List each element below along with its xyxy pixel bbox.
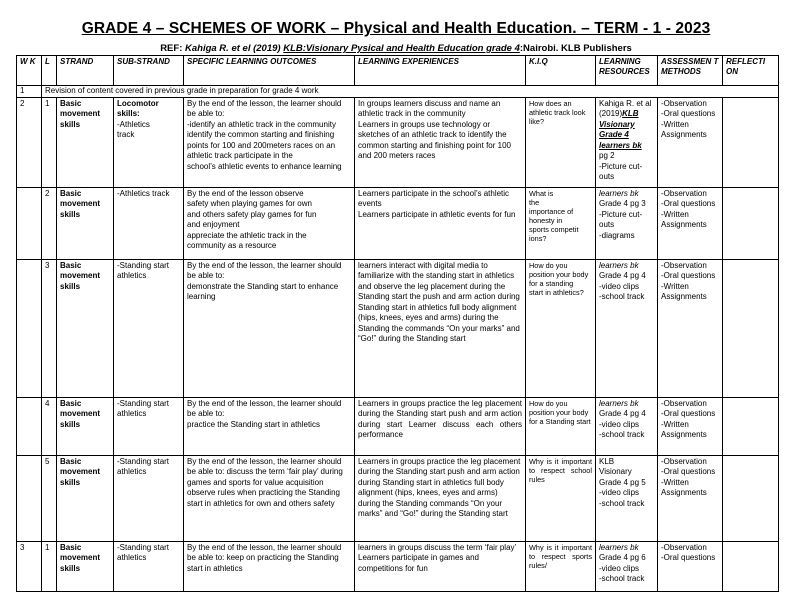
resources-book: KLB Visionary Grade 4 learners bk: [599, 109, 642, 150]
cell-outcomes: By the end of the lesson, the learner should be able to: discuss the term ‘fair play’ during games and sports for value acquisition observe rules when practicing the Standing start in athletics for own and others safety: [184, 455, 355, 541]
cell-sub-strand: -Standing start athletics: [114, 397, 184, 455]
cell-l: 1: [42, 541, 57, 591]
cell-l: 5: [42, 455, 57, 541]
header-outcomes: SPECIFIC LEARNING OUTCOMES: [184, 56, 355, 86]
cell-assessment: -Observation -Oral questions: [658, 541, 723, 591]
cell-strand: Basic movement skills: [57, 541, 114, 591]
cell-experiences: In groups learners discuss and name an athletic track in the community Learners in groups use technology or sketches of an athletic track to identify the common starting and finishing point for 100 and 200 meters races: [355, 97, 526, 187]
cell-resources: [596, 97, 658, 187]
cell-reflection: [723, 397, 779, 455]
cell-assessment: -Observation -Oral questions -Written Assignments: [658, 187, 723, 259]
ref-author: Kahiga R. et el (2019): [185, 43, 284, 54]
cell-resources: KLB Visionary Grade 4 pg 5 -video clips -school track: [596, 455, 658, 541]
cell-experiences: learners interact with digital media to familiarize with the standing start in athletics and observe the leg placement during the Standing start the push and arm action during Standing start in athletics full body alignment (hips, knees, eyes and arms) during the Standing the commands “On your marks” and “Go!” during the Standing start: [355, 259, 526, 397]
cell-resources: [596, 541, 658, 591]
schemes-table: [16, 55, 779, 592]
cell-experiences: learners in groups discuss the term ‘fair play’ Learners participate in games and competitions for fun: [355, 541, 526, 591]
resources-book: learners bk: [599, 260, 639, 270]
cell-l: 1: [42, 97, 57, 187]
cell-kiq: Why is it important to respect sports rules/: [526, 541, 596, 591]
cell-experiences: Learners participate in the school’s athletic events Learners participate in athletic events for fun: [355, 187, 526, 259]
resources-text: Grade 4 pg 4 -video clips -school track: [599, 271, 646, 301]
cell-outcomes: By the end of the lesson, the learner should be able to: demonstrate the Standing start to enhance learning: [184, 259, 355, 397]
cell-reflection: [723, 187, 779, 259]
revision-row: [17, 86, 779, 98]
header-sub-strand: SUB-STRAND: [114, 56, 184, 86]
cell-strand: Basic movement skills: [57, 397, 114, 455]
resources-text: Grade 4 pg 4 -video clips -school track: [599, 409, 646, 439]
cell-outcomes: By the end of the lesson, the learner should be able to: practice the Standing start in athletics: [184, 397, 355, 455]
cell-kiq: How do you position your body for a standing start in athletics?: [526, 259, 596, 397]
header-row: [17, 56, 779, 86]
sub-strand-text: -Athletics track: [117, 119, 150, 139]
cell-wk: 2: [17, 97, 42, 187]
header-wk: W K: [17, 56, 42, 86]
ref-prefix: REF:: [160, 43, 185, 54]
header-l: L: [42, 56, 57, 86]
header-reflection: REFLECTI ON: [723, 56, 779, 86]
header-assessment: ASSESSMEN T METHODS: [658, 56, 723, 86]
resources-author: Kahiga R. et al (2019): [599, 98, 652, 118]
sub-strand-bold: Locomotor skills:: [117, 98, 159, 118]
resources-book: learners bk: [599, 188, 639, 198]
header-kiq: K.I.Q: [526, 56, 596, 86]
cell-resources: [596, 397, 658, 455]
table-row: [17, 259, 779, 397]
cell-outcomes: By the end of the lesson observe safety when playing games for own and others safety play games for fun and enjoyment appreciate the athletic track in the community as a resource: [184, 187, 355, 259]
cell-wk: [17, 455, 42, 541]
cell-assessment: -Observation -Oral questions -Written Assignments: [658, 455, 723, 541]
resources-book: learners bk: [599, 398, 639, 408]
cell-reflection: [723, 259, 779, 397]
cell-outcomes: By the end of the lesson, the learner should be able to: keep on practicing the Standing start in athletics: [184, 541, 355, 591]
cell-strand: Basic movement skills: [57, 187, 114, 259]
resources-text: Grade 4 pg 3 -Picture cut-outs -diagrams: [599, 199, 646, 240]
cell-kiq: Why is it important to respect school rules: [526, 455, 596, 541]
ref-book: KLB:Visionary Pysical and Health Education grade 4: [283, 43, 520, 54]
cell-resources: [596, 259, 658, 397]
cell-kiq: How do you position your body for a Standing start: [526, 397, 596, 455]
table-row: [17, 397, 779, 455]
table-row: [17, 455, 779, 541]
table-row: [17, 541, 779, 591]
cell-experiences: Learners in groups practice the leg placement during the Standing start push and arm action during Standing start in athletics full body alignment (hips, knees, eyes and arms) during the Standing commands “On your marks” and “Go!” during the Standing start: [355, 455, 526, 541]
cell-sub-strand: -Standing start athletics: [114, 541, 184, 591]
cell-sub-strand: [114, 97, 184, 187]
cell-wk: [17, 187, 42, 259]
cell-sub-strand: -Standing start athletics: [114, 259, 184, 397]
cell-strand: Basic movement skills: [57, 259, 114, 397]
resources-book: learners bk: [599, 542, 639, 552]
reference-line: [0, 43, 792, 54]
cell-sub-strand: -Athletics track: [114, 187, 184, 259]
cell-l: 2: [42, 187, 57, 259]
ref-publisher: :Nairobi. KLB Publishers: [519, 43, 632, 54]
cell-reflection: [723, 455, 779, 541]
cell-reflection: [723, 541, 779, 591]
cell-kiq: What is the importance of honesty in sports competit ions?: [526, 187, 596, 259]
page-title: GRADE 4 – SCHEMES OF WORK – Physical and Health Education. – TERM - 1 - 2023: [81, 20, 711, 37]
cell-strand: Basic movement skills: [57, 455, 114, 541]
header-strand: STRAND: [57, 56, 114, 86]
cell-l: 4: [42, 397, 57, 455]
cell-assessment: -Observation -Oral questions -Written Assignments: [658, 397, 723, 455]
cell-wk: [17, 259, 42, 397]
cell-kiq: How does an athletic track look like?: [526, 97, 596, 187]
cell-resources: [596, 187, 658, 259]
revision-wk: 1: [17, 86, 42, 98]
resources-text: Grade 4 pg 6 -video clips -school track: [599, 553, 646, 583]
cell-outcomes: By the end of the lesson, the learner should be able to: -identify an athletic track in the community identify the common starting and finishing points for 100 and 200meters races on an athletic track participate in the school’s athletic events to enhance learning: [184, 97, 355, 187]
cell-sub-strand: -Standing start athletics: [114, 455, 184, 541]
cell-wk: 3: [17, 541, 42, 591]
cell-reflection: [723, 97, 779, 187]
cell-experiences: Learners in groups practice the leg placement during the Standing start push and arm action during start Learner discuss each others performance: [355, 397, 526, 455]
table-row: [17, 97, 779, 187]
table-row: [17, 187, 779, 259]
header-resources: LEARNING RESOURCES: [596, 56, 658, 86]
cell-assessment: -Observation -Oral questions -Written Assignments: [658, 97, 723, 187]
cell-strand: Basic movement skills: [57, 97, 114, 187]
revision-text: Revision of content covered in previous grade in preparation for grade 4 work: [42, 86, 779, 98]
cell-wk: [17, 397, 42, 455]
cell-assessment: -Observation -Oral questions -Written Assignments: [658, 259, 723, 397]
cell-l: 3: [42, 259, 57, 397]
resources-text: pg 2 -Picture cut-outs: [599, 151, 643, 181]
header-experiences: LEARNING EXPERIENCES: [355, 56, 526, 86]
